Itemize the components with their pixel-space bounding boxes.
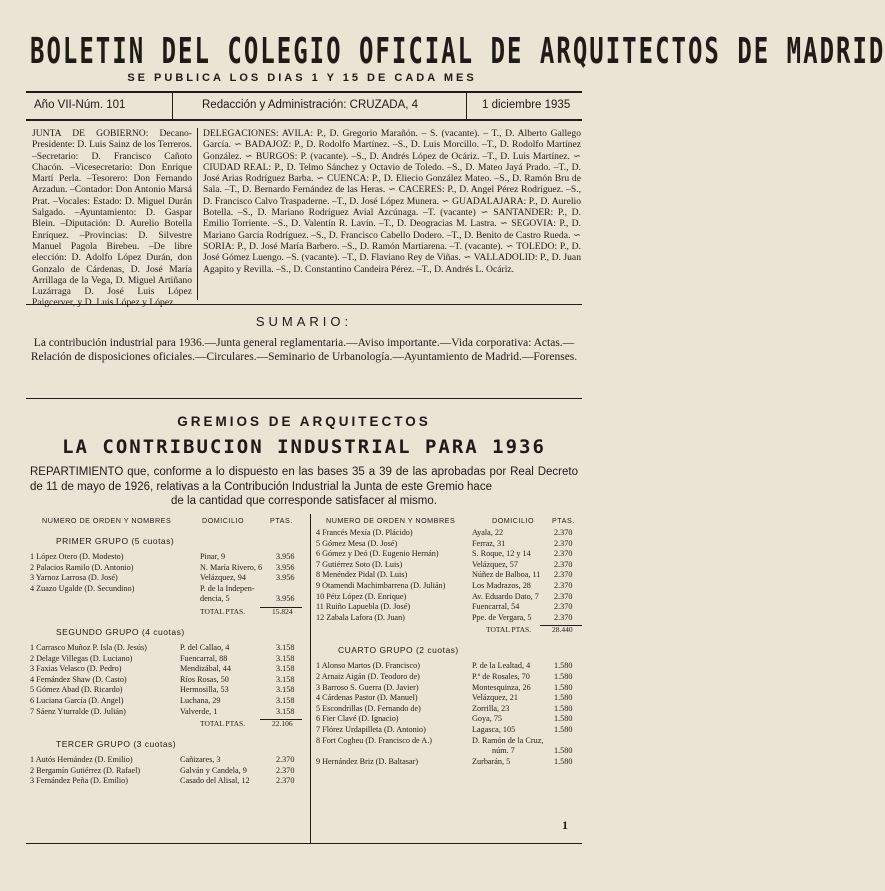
- table-row: 8 Fort Cogheu (D. Francisco de A.) D. Ramón de la Cruz,: [316, 735, 544, 745]
- table-row: 1 López Otero (D. Modesto) Pinar, 9 3.956: [30, 552, 295, 561]
- article-intro: [30, 465, 578, 509]
- table-row: núm. 7 1.580: [492, 746, 573, 756]
- intro-paragraph-end: de la cantidad que corresponde satisfacer al mismo.: [171, 495, 437, 507]
- table-row: 7 Sáenz Yturralde (D. Julián) Valverde, 1 3.158: [30, 706, 295, 716]
- issue-info-bar: [26, 91, 582, 121]
- table-row: 2 Arnaiz Aigán (D. Teodoro de) P.º de Rosales, 70 1.580: [316, 671, 573, 681]
- table-row: 3 Yarnoz Larrosa (D. José) Velázquez, 94 3.956: [30, 573, 295, 583]
- table-row: 5 Gómez Mesa (D. José) Ferraz, 31 2.370: [316, 538, 573, 548]
- table-row: 11 Ruiño Lapuebla (D. José) Fuencarral, 54 2.370: [316, 602, 573, 612]
- table-row: 1 Carrasco Muñoz P. Isla (D. Jesús) P. del Callao, 4 3.158: [30, 642, 295, 652]
- junta-de-gobierno: JUNTA DE GOBIERNO: Decano-Presidente: D. Luis Sainz de los Terreros. –Secretario: D. Francisco Cañoto Chacón. –Vicesecretario: Don Enrique Martí Perla. –Tesorero: Don Fernando Arzadun. –Contador: Don Antonio Marsá Prat. –Vocales: Estado: D. Miguel Durán Salgado. –Ayuntamiento: D. Gaspar Blein. –Diputación: D. Aurelio Botella Enríquez. –Provincias: D. Silvestre Manuel Pagola Birebeu. –De libre elección: D. Adolfo López Durán, don Gonzalo de Cárdenas, D. José María Arrillaga de la Vega, D. Miguel Artiñano Luzárraga D. José Luis López Paigcerver, y D. Luis López y López.: [32, 128, 192, 309]
- table-row: 6 Fier Clavé (D. Ignacio) Goya, 75 1.580: [316, 714, 573, 724]
- left-column: [30, 516, 302, 787]
- column-header: NUMERO DE ORDEN Y NOMBRES DOMICILIO PTAS.: [326, 516, 575, 525]
- table-row: 1 Alonso Martos (D. Francisco) P. de la Lealtad, 4 1.580: [316, 661, 573, 671]
- group-title: SEGUNDO GRUPO (4 cuotas): [56, 626, 185, 637]
- table-row: 12 Zabala Lafora (D. Juan) Ppe. de Vergara, 5 2.370: [316, 612, 573, 622]
- table-row: 3 Fernández Peña (D. Emilio) Casado del Alisal, 12 2.370: [30, 776, 295, 786]
- issue-number: Año VII-Núm. 101: [34, 99, 126, 111]
- table-row: 9 Otamendi Machimbarrena (D. Julián) Los Madrazos, 28 2.370: [316, 580, 573, 590]
- table-row: 9 Hernández Briz (D. Baltasar) Zurbarán, 5 1.580: [316, 756, 573, 766]
- table-row: 7 Gutiérrez Soto (D. Luis) Velázquez, 57 2.370: [316, 559, 573, 569]
- sumario-body: La contribución industrial para 1936.—Junta general reglamentaria.—Aviso importante.—Vida corporativa: Actas.—Relación de disposiciones oficiales.—Circulares.—Seminario de Urbanología.—Ayuntamiento de Madrid.—Forenses.: [30, 337, 578, 363]
- table-row: 4 Francés Mexía (D. Plácido) Ayala, 22 2.370: [316, 528, 573, 537]
- table-row: 4 Cárdenas Pastor (D. Manuel) Velázquez, 21 1.580: [316, 693, 573, 703]
- group-title: CUARTO GRUPO (2 cuotas): [338, 645, 459, 656]
- delegaciones: DELEGACIONES: AVILA: P., D. Gregorio Marañón. – S. (vacante). – T., D. Alberto Gallego García. ∽ BADAJOZ: P., D. Rodolfo Martínez. –S., D. Luis Morcillo. –T., D. Rodolfo Martínez González. ∽ BURGOS: P. (vacante). –S., D. Andrés López de Ocáriz. –T., D. Luis Martínez. ∽ CIUDAD REAL: P., D. Telmo Sánchez y Octavio de Toledo. –S., D. Mateo Jayá Prado. –T., D. José Arias Rodríguez Barba. ∽ CUENCA: P., D. Eliecio González Mateo. –S., D. Ramón Bru de Sala. –T., D. Bernardo Fernández de las Heras. ∽ CACERES: P., D. Angel Pérez Rodríguez. –S., D. Francisco Calvo Traspaderne. –T., D. José López Munera. ∽ GUADALAJARA: P., D. Aurelio Botella. –S., D. Mariano Rodríguez Avial Azcúnaga. –T. (vacante) ∽ SANTANDER: P., D. Emilio Torriente. –S., D. Valentín R. Lavín. –T., D. Deogracias M. Lastra. ∽ SEGOVIA: P., D. Mariano García Rodríguez. –S., D. Francisco Cabello Dodero. –T., D. Benito de Castro Rueda. ∽ SORIA: P., D. José María Barbero. –S., D. Ramón Martiarena. –T. (vacante). ∽ TOLEDO: P., D. José Gómez Luengo. –S. (vacante). –T., D. Flaviano Rey de Viñas. ∽ VALLADOLID: P., D. Juan Agapito y Revilla. –S., D. Constantino Candeira Pérez. –T., D. Andrés L. Ocáriz.: [203, 128, 581, 275]
- table-row: 5 Gómez Abad (D. Ricardo) Hermosilla, 53 3.158: [30, 685, 295, 695]
- editorial-office: Redacción y Administración: CRUZADA, 4: [202, 99, 419, 111]
- table-row: dencia, 5 3.956: [200, 594, 295, 604]
- group-total: TOTAL PTAS. 15.824: [30, 605, 302, 619]
- sumario-title: SUMARIO:: [255, 314, 353, 329]
- table-row: 6 Gómez y Deó (D. Eugenio Hernán) S. Roque, 12 y 14 2.370: [316, 549, 573, 559]
- issue-date: 1 diciembre 1935: [482, 99, 571, 111]
- group-total: TOTAL PTAS. 28.440: [316, 623, 582, 637]
- masthead-title: BOLETIN DEL COLEGIO OFICIAL DE ARQUITECTOS DE MADRID: [30, 30, 885, 72]
- group-title: TERCER GRUPO (3 cuotas): [56, 739, 177, 750]
- article-headline: LA CONTRIBUCION INDUSTRIAL PARA 1936: [62, 436, 546, 458]
- table-row: 3 Barroso S. Guerra (D. Javier) Montesquinza, 26 1.580: [316, 682, 573, 692]
- group-title: PRIMER GRUPO (5 cuotas): [56, 536, 175, 546]
- table-row: 10 Pétz López (D. Enrique) Av. Eduardo Dato, 7 2.370: [316, 591, 573, 601]
- table-row: 4 Zuazo Ugalde (D. Secundino) P. de la Indepen-: [30, 583, 255, 593]
- table-row: 2 Delage Villegas (D. Luciano) Fuencarral, 88 3.158: [30, 653, 295, 663]
- table-row: 6 Luciana García (D. Angel) Luchana, 29 3.158: [30, 695, 295, 705]
- table-row: 1 Autós Hernández (D. Emilio) Cañizares, 3 2.370: [30, 755, 295, 765]
- column-header: NUMERO DE ORDEN Y NOMBRES DOMICILIO PTAS.: [42, 516, 293, 525]
- table-row: 5 Escondrillas (D. Fernando de) Zorrilla, 23 1.580: [316, 703, 573, 713]
- table-row: 2 Palacios Ramilo (D. Antonio) N. María Rivero, 6 3.956: [30, 562, 295, 572]
- table-row: 7 Flórez Urdapilleta (D. Antonio) Lagasca, 105 1.580: [316, 724, 573, 734]
- right-column: [316, 516, 582, 767]
- table-row: 8 Menéndez Pidal (D. Luis) Núñez de Balboa, 11 2.370: [316, 570, 573, 580]
- masthead-subtitle: SE PUBLICA LOS DIAS 1 Y 15 DE CADA MES: [127, 72, 477, 84]
- page-number: 1: [562, 818, 568, 832]
- table-row: 3 Faxias Velasco (D. Pedro) Mendizábal, 44 3.158: [30, 664, 295, 674]
- group-total: TOTAL PTAS. 22.106: [30, 717, 302, 731]
- intro-paragraph: REPARTIMIENTO que, conforme a lo dispuesto en las bases 35 a 39 de las aprobadas por Real Decreto de 11 de mayo de 1926, relativas a la Contribución Industrial la Junta de este Gremio hace: [30, 466, 578, 493]
- table-row: 2 Bergamín Gutiérrez (D. Rafael) Galván y Candela, 9 2.370: [30, 765, 295, 775]
- table-row: 4 Fernández Shaw (D. Casto) Ríos Rosas, 50 3.158: [30, 674, 295, 684]
- section-title: GREMIOS DE ARQUITECTOS: [177, 414, 431, 429]
